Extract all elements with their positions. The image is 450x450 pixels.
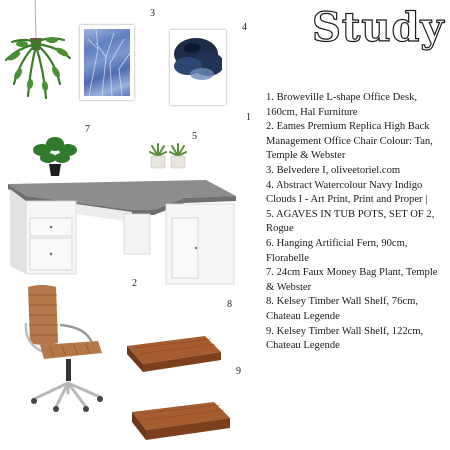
l-shape-desk-image bbox=[6, 174, 238, 286]
office-chair-image bbox=[20, 283, 112, 415]
item-number-8: 8 bbox=[227, 299, 232, 310]
list-item: 4. Abstract Watercolour Navy Indigo Clouds I - Art Print, Print and Proper | bbox=[266, 179, 428, 206]
item-number-9: 9 bbox=[236, 366, 241, 377]
money-plant-image bbox=[30, 136, 80, 178]
art-print-navy-clouds bbox=[170, 30, 226, 105]
list-item: 8. Kelsey Timber Wall Shelf, 76cm, Chateau Legende bbox=[266, 296, 418, 322]
item-number-4: 4 bbox=[242, 22, 247, 33]
list-item: 7. 24cm Faux Money Bag Plant, Temple & Webster bbox=[266, 267, 438, 293]
list-item: 1. Broweville L-shape Office Desk, 160cm, Hal Furniture bbox=[266, 92, 418, 118]
item-number-7: 7 bbox=[85, 124, 90, 135]
list-item: 3. Belvedere I, oliveetoriel.com bbox=[266, 164, 401, 176]
art-print-belvedere bbox=[80, 25, 134, 100]
hanging-fern-image bbox=[0, 0, 80, 110]
list-item: 5. AGAVES IN TUB POTS, SET OF 2, Rogue bbox=[266, 208, 435, 235]
list-item: 6. Hanging Artificial Fern, 90cm, Florabelle bbox=[266, 237, 408, 264]
item-number-3: 3 bbox=[150, 8, 155, 19]
item-number-2: 2 bbox=[132, 278, 137, 289]
item-description-list bbox=[266, 91, 446, 354]
list-item: 2. Eames Premium Replica High Back Management Office Chair Colour: Tan, Temple & Webster bbox=[266, 121, 433, 162]
item-number-5: 5 bbox=[192, 131, 197, 142]
list-item: 9. Kelsey Timber Wall Shelf, 122cm, Chateau Legende bbox=[266, 325, 424, 352]
wall-shelf-76cm-image bbox=[125, 334, 223, 374]
board-title: Study bbox=[312, 4, 445, 51]
agave-plants-image bbox=[148, 142, 192, 170]
wall-shelf-122cm-image bbox=[130, 400, 232, 444]
item-number-1: 1 bbox=[246, 112, 251, 123]
